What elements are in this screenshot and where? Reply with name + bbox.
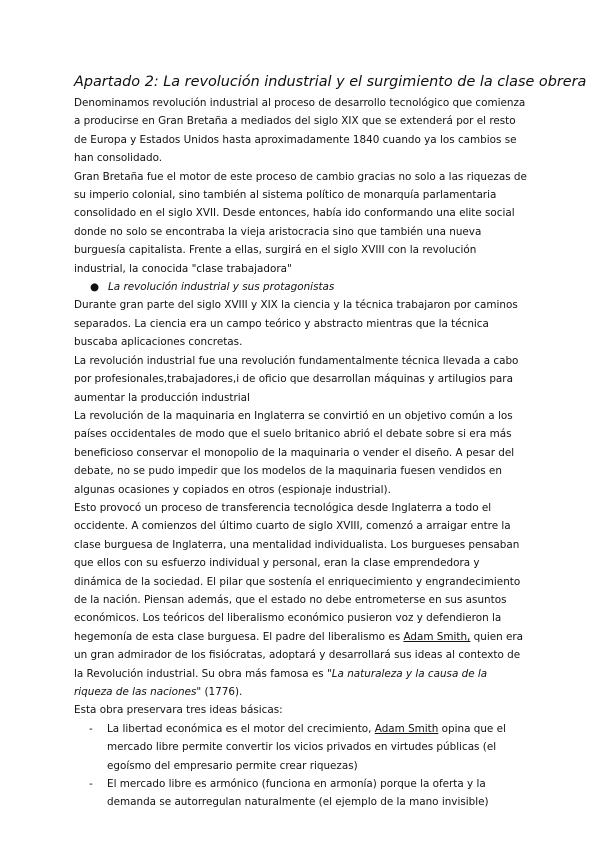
list-item-text-b: opina que el mercado libre permite convertir los vicios privados en virtudes públicas (el egoísmo del empresario permite crear riquezas)	[107, 722, 506, 772]
paragraph-6-part-a: Esto provocó un proceso de transferencia tecnológica desde Inglaterra a todo el occidente. A comienzos del último cuarto de siglo XVIII, comenzó a arraigar entre la clase burguesa de Inglaterra, una mentalidad individualista. Los burgueses pensaban que ellos con su esfuerzo individual y personal, eran la clase emprendedora y dinámica de la sociedad. El pilar que sostenía el enriquecimiento y engrandecimiento de la nación. Piensan además, que el estado no debe entrometerse en sus asuntos económicos. Los teóricos del liberalismo económico pusieron voz y defendieron la hegemonía de esta clase burguesa. El padre del liberalismo es	[74, 501, 521, 643]
list-item	[74, 775, 528, 812]
adam-smith-name: Adam Smith,	[403, 630, 471, 643]
paragraph-4: La revolución industrial fue una revolución fundamentalmente técnica llevada a cabo por profesionales,trabajadores,i de oficio que desarrollan máquinas y artilugios para aumentar la producción industrial	[74, 354, 519, 404]
paragraph-1: Denominamos revolución industrial al proceso de desarrollo tecnológico que comienza a producirse en Gran Bretaña a mediados del siglo XIX que se extenderá por el resto de Europa y Estados Unidos hasta aproximadamente 1840 cuando ya los cambios se han consolidado.	[74, 97, 526, 165]
paragraph-3: Durante gran parte del siglo XVIII y XIX la ciencia y la técnica trabajaron por caminos separados. La ciencia era un campo teórico y abstracto mientras que la técnica buscaba aplicaciones concretas.	[74, 299, 518, 349]
paragraph-5: La revolución de la maquinaria en Inglaterra se convirtió en un objetivo común a los países occidentales de modo que el suelo britanico abrió el debate sobre si era más beneficioso conservar el monopolio de la maquinaria o vender el diseño. A pesar del debate, no se pudo impedir que los modelos de la maquinaria fuesen vendidos en algunas ocasiones y copiados en otros (espionaje industrial).	[74, 409, 515, 496]
list-item-text-a: La libertad económica es el motor del crecimiento,	[107, 722, 375, 735]
paragraph-6	[74, 499, 528, 701]
bullet-dot-icon: ●	[90, 281, 100, 294]
bullet-heading-text: La revolución industrial y sus protagonistas	[108, 281, 335, 294]
dash-mark: -	[89, 778, 93, 791]
dash-mark: -	[89, 722, 93, 735]
ideas-list	[74, 720, 528, 812]
section-title: Apartado 2: La revolución industrial y el surgimiento de la clase obrera	[74, 74, 587, 90]
bullet-heading	[74, 278, 528, 296]
adam-smith-name: Adam Smith	[374, 722, 439, 735]
list-item	[74, 720, 528, 775]
paragraph-7: Esta obra preservara tres ideas básicas:	[74, 704, 283, 717]
book-title: "La naturaleza y la causa de la riqueza de las naciones"	[74, 667, 488, 698]
paragraph-2: Gran Bretaña fue el motor de este proceso de cambio gracias no solo a las riquezas de su imperio colonial, sino también al sistema político de monarquía parlamentaria consolidado en el siglo XVII. Desde entonces, había ido conformando una elite social donde no solo se encontraba la vieja aristocracia sino que también una nueva burguesía capitalista. Frente a ellas, surgirá en el siglo XVIII con la revolución industrial, la conocida "clase trabajadora"	[74, 170, 527, 275]
paragraph-6-part-c: (1776).	[201, 686, 243, 698]
list-item-text-a: El mercado libre es armónico (funciona en armonía) porque la oferta y la demanda se autorregulan naturalmente (el ejemplo de la mano invisible)	[107, 778, 489, 809]
paragraph-6-part-b: quien era un gran admirador de los fisiócratas, adoptará y desarrollará sus ideas al contexto de la Revolución industrial. Su obra más famosa es	[74, 630, 524, 680]
